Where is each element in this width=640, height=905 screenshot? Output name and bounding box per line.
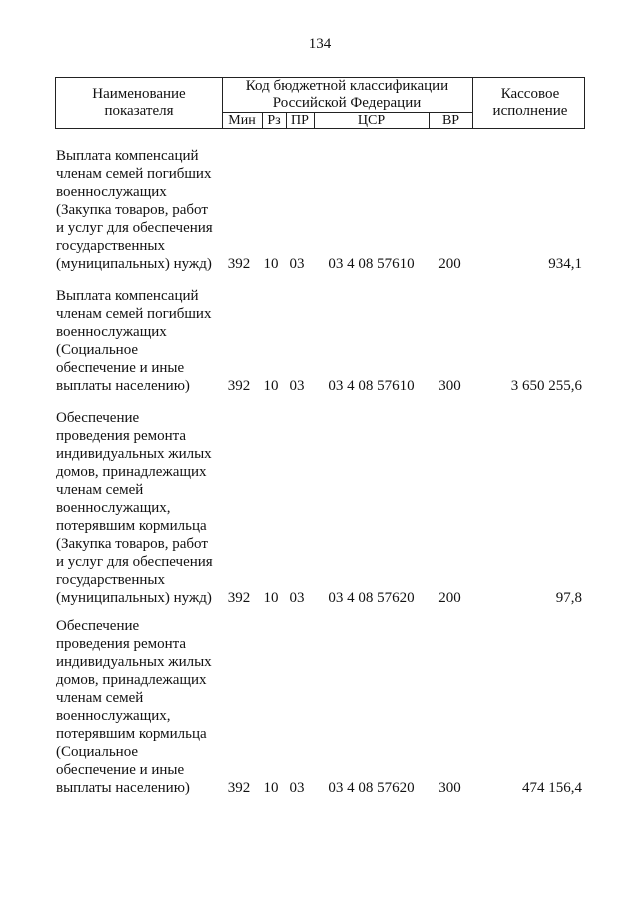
row-name-line: домов, принадлежащих [56, 672, 207, 688]
row-name-line: государственных [56, 238, 165, 254]
row-rz: 10 [263, 590, 279, 606]
row-pr: 03 [289, 378, 305, 394]
header-rz: Рз [267, 113, 281, 128]
row-min: 392 [227, 590, 251, 606]
header-min: Мин [228, 113, 256, 128]
row-name-line: Выплата компенсаций [56, 288, 199, 304]
row-name-line: обеспечение и иные [56, 360, 185, 376]
row-amount: 3 650 255,6 [510, 378, 582, 394]
row-min: 392 [227, 256, 251, 272]
row-name-line: Обеспечение [56, 618, 140, 634]
row-vr: 200 [438, 590, 461, 606]
row-name-line: и услуг для обеспечения [56, 220, 213, 236]
row-name-line: проведения ремонта [56, 428, 187, 444]
row-pr: 03 [289, 780, 305, 796]
header-csr: ЦСР [357, 113, 386, 128]
row-name-line: военнослужащих, [56, 500, 171, 516]
row-vr: 200 [438, 256, 461, 272]
row-name-line: военнослужащих [56, 184, 167, 200]
row-name-line: индивидуальных жилых [56, 446, 212, 462]
row-name-line: потерявшим кормильца [56, 518, 207, 534]
row-amount: 97,8 [555, 590, 582, 606]
row-name-line: военнослужащих, [56, 708, 171, 724]
page-number: 134 [308, 36, 332, 52]
row-name-line: членам семей [56, 482, 144, 498]
row-name [56, 287, 231, 395]
row-name-line: членам семей погибших [56, 306, 212, 322]
row-rz: 10 [263, 378, 279, 394]
row-name-line: (Социальное [56, 342, 139, 358]
row-name-line: и услуг для обеспечения [56, 554, 213, 570]
row-name-line: Выплата компенсаций [56, 148, 199, 164]
row-rz: 10 [263, 256, 279, 272]
header-code-group: Код бюджетной классификации Российской Федерации [245, 78, 449, 111]
row-name-line: военнослужащих [56, 324, 167, 340]
row-name-line: членам семей [56, 690, 144, 706]
row-name-line: членам семей погибших [56, 166, 212, 182]
row-vr: 300 [438, 378, 461, 394]
row-name [56, 409, 231, 607]
row-amount: 934,1 [548, 256, 582, 272]
row-name-line: выплаты населению) [56, 780, 190, 796]
row-min: 392 [227, 378, 251, 394]
row-name-line: проведения ремонта [56, 636, 187, 652]
row-name-line: потерявшим кормильца [56, 726, 207, 742]
header-pr: ПР [291, 113, 309, 128]
header-name-col: Наименование показателя [92, 86, 186, 119]
row-rz: 10 [263, 780, 279, 796]
row-csr: 03 4 08 57610 [328, 378, 415, 394]
row-name-line: выплаты населению) [56, 378, 190, 394]
row-name [56, 147, 231, 273]
row-name-line: (муниципальных) нужд) [56, 256, 212, 272]
row-amount: 474 156,4 [522, 780, 582, 796]
row-name-line: Обеспечение [56, 410, 140, 426]
row-name-line: домов, принадлежащих [56, 464, 207, 480]
row-name-line: государственных [56, 572, 165, 588]
row-name-line: (Закупка товаров, работ [56, 202, 208, 218]
row-csr: 03 4 08 57620 [328, 780, 415, 796]
row-name [56, 617, 231, 797]
row-pr: 03 [289, 590, 305, 606]
row-name-line: индивидуальных жилых [56, 654, 212, 670]
row-csr: 03 4 08 57610 [328, 256, 415, 272]
row-name-line: обеспечение и иные [56, 762, 185, 778]
row-name-line: (муниципальных) нужд) [56, 590, 212, 606]
header-amount-col: Кассовое исполнение [492, 86, 568, 119]
row-pr: 03 [289, 256, 305, 272]
table-header [55, 77, 585, 129]
row-csr: 03 4 08 57620 [328, 590, 415, 606]
row-vr: 300 [438, 780, 461, 796]
row-name-line: (Закупка товаров, работ [56, 536, 208, 552]
header-vr: ВР [441, 113, 460, 128]
row-min: 392 [227, 780, 251, 796]
row-name-line: (Социальное [56, 744, 139, 760]
